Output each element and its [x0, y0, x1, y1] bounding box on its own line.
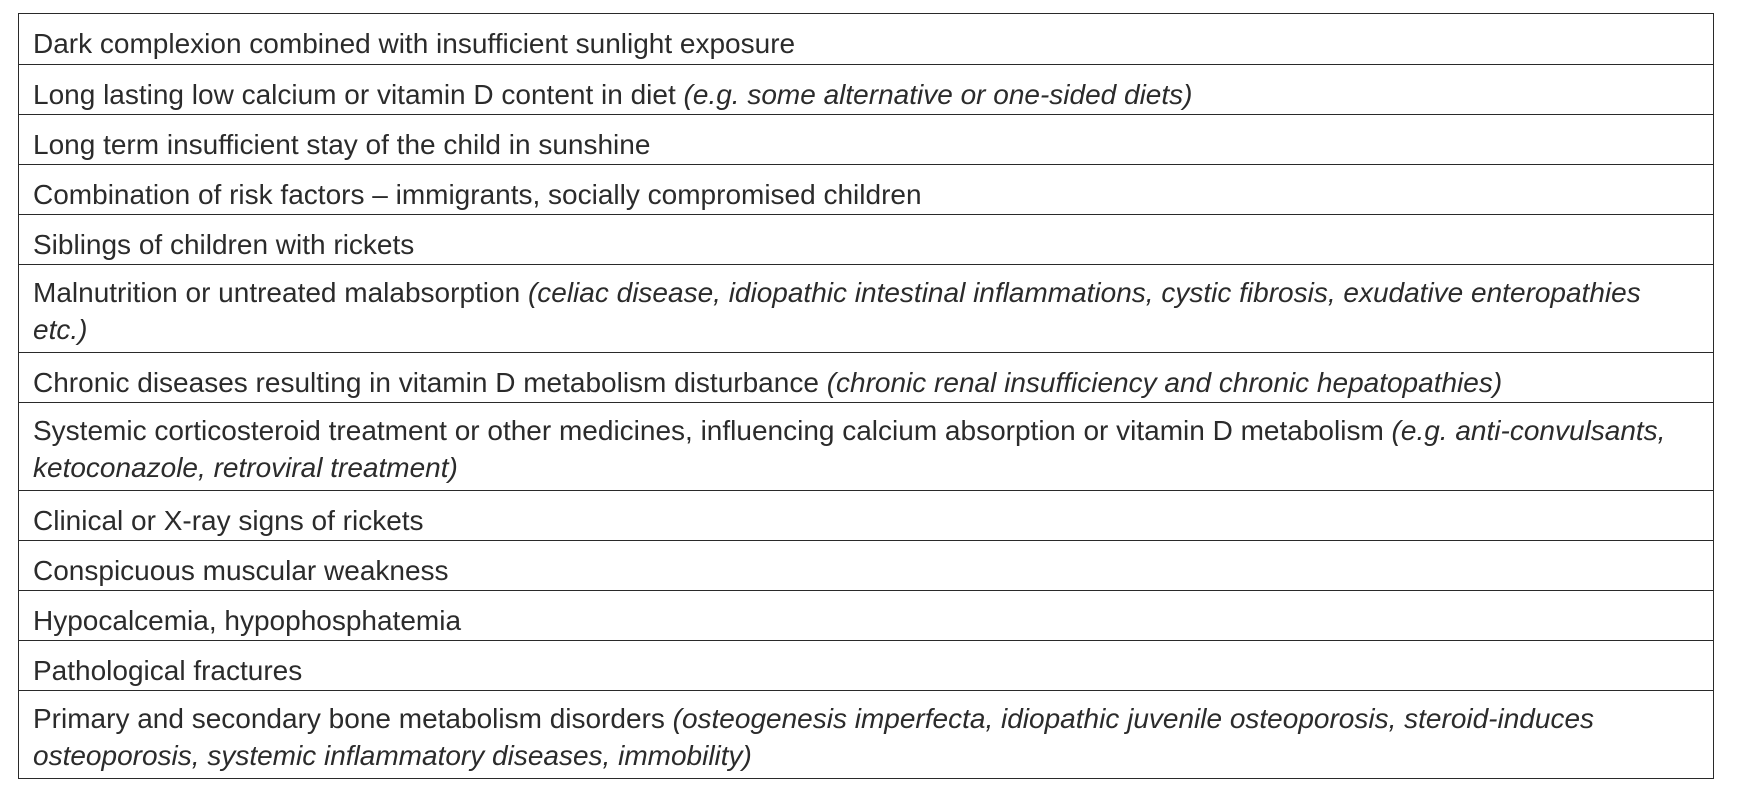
table-row: [19, 114, 1713, 164]
risk-factors-table: [18, 13, 1714, 779]
row-text: Malnutrition or untreated malabsorption: [33, 277, 528, 308]
table-row: [19, 352, 1713, 402]
row-italic-note: (e.g. anti-convulsants, ketoconazole, retroviral treatment): [33, 415, 1666, 483]
table-row: [19, 402, 1713, 490]
row-text: Conspicuous muscular weakness: [33, 555, 449, 586]
row-text: Siblings of children with rickets: [33, 229, 415, 260]
table-row: [19, 690, 1713, 778]
table-row: [19, 14, 1713, 64]
row-text: Dark complexion combined with insufficient sunlight exposure: [33, 28, 796, 59]
row-text: Long term insufficient stay of the child in sunshine: [33, 129, 651, 160]
table-row: [19, 64, 1713, 114]
table-row: [19, 640, 1713, 690]
row-italic-note: (e.g. some alternative or one-sided diets): [683, 79, 1193, 110]
row-text: Long lasting low calcium or vitamin D content in diet: [33, 79, 684, 110]
table-row: [19, 490, 1713, 540]
row-italic-note: (celiac disease, idiopathic intestinal inflammations, cystic fibrosis, exudative enteropathies etc.): [33, 277, 1641, 345]
row-text: Clinical or X-ray signs of rickets: [33, 505, 424, 536]
table-row: [19, 164, 1713, 214]
row-text: Chronic diseases resulting in vitamin D metabolism disturbance: [33, 367, 827, 398]
table-row: [19, 590, 1713, 640]
row-text: Combination of risk factors – immigrants, socially compromised children: [33, 179, 922, 210]
table-row: [19, 214, 1713, 264]
row-text: Hypocalcemia, hypophosphatemia: [33, 605, 462, 636]
table-row: [19, 264, 1713, 352]
table-row: [19, 540, 1713, 590]
row-italic-note: (osteogenesis imperfecta, idiopathic juvenile osteoporosis, steroid-induces osteoporosis, systemic inflammatory diseases, immobility): [33, 703, 1595, 771]
row-text: Systemic corticosteroid treatment or other medicines, influencing calcium absorption or vitamin D metabolism: [33, 415, 1392, 446]
row-text: Primary and secondary bone metabolism disorders: [33, 703, 673, 734]
row-text: Pathological fractures: [33, 655, 303, 686]
row-italic-note: (chronic renal insufficiency and chronic hepatopathies): [826, 367, 1503, 398]
